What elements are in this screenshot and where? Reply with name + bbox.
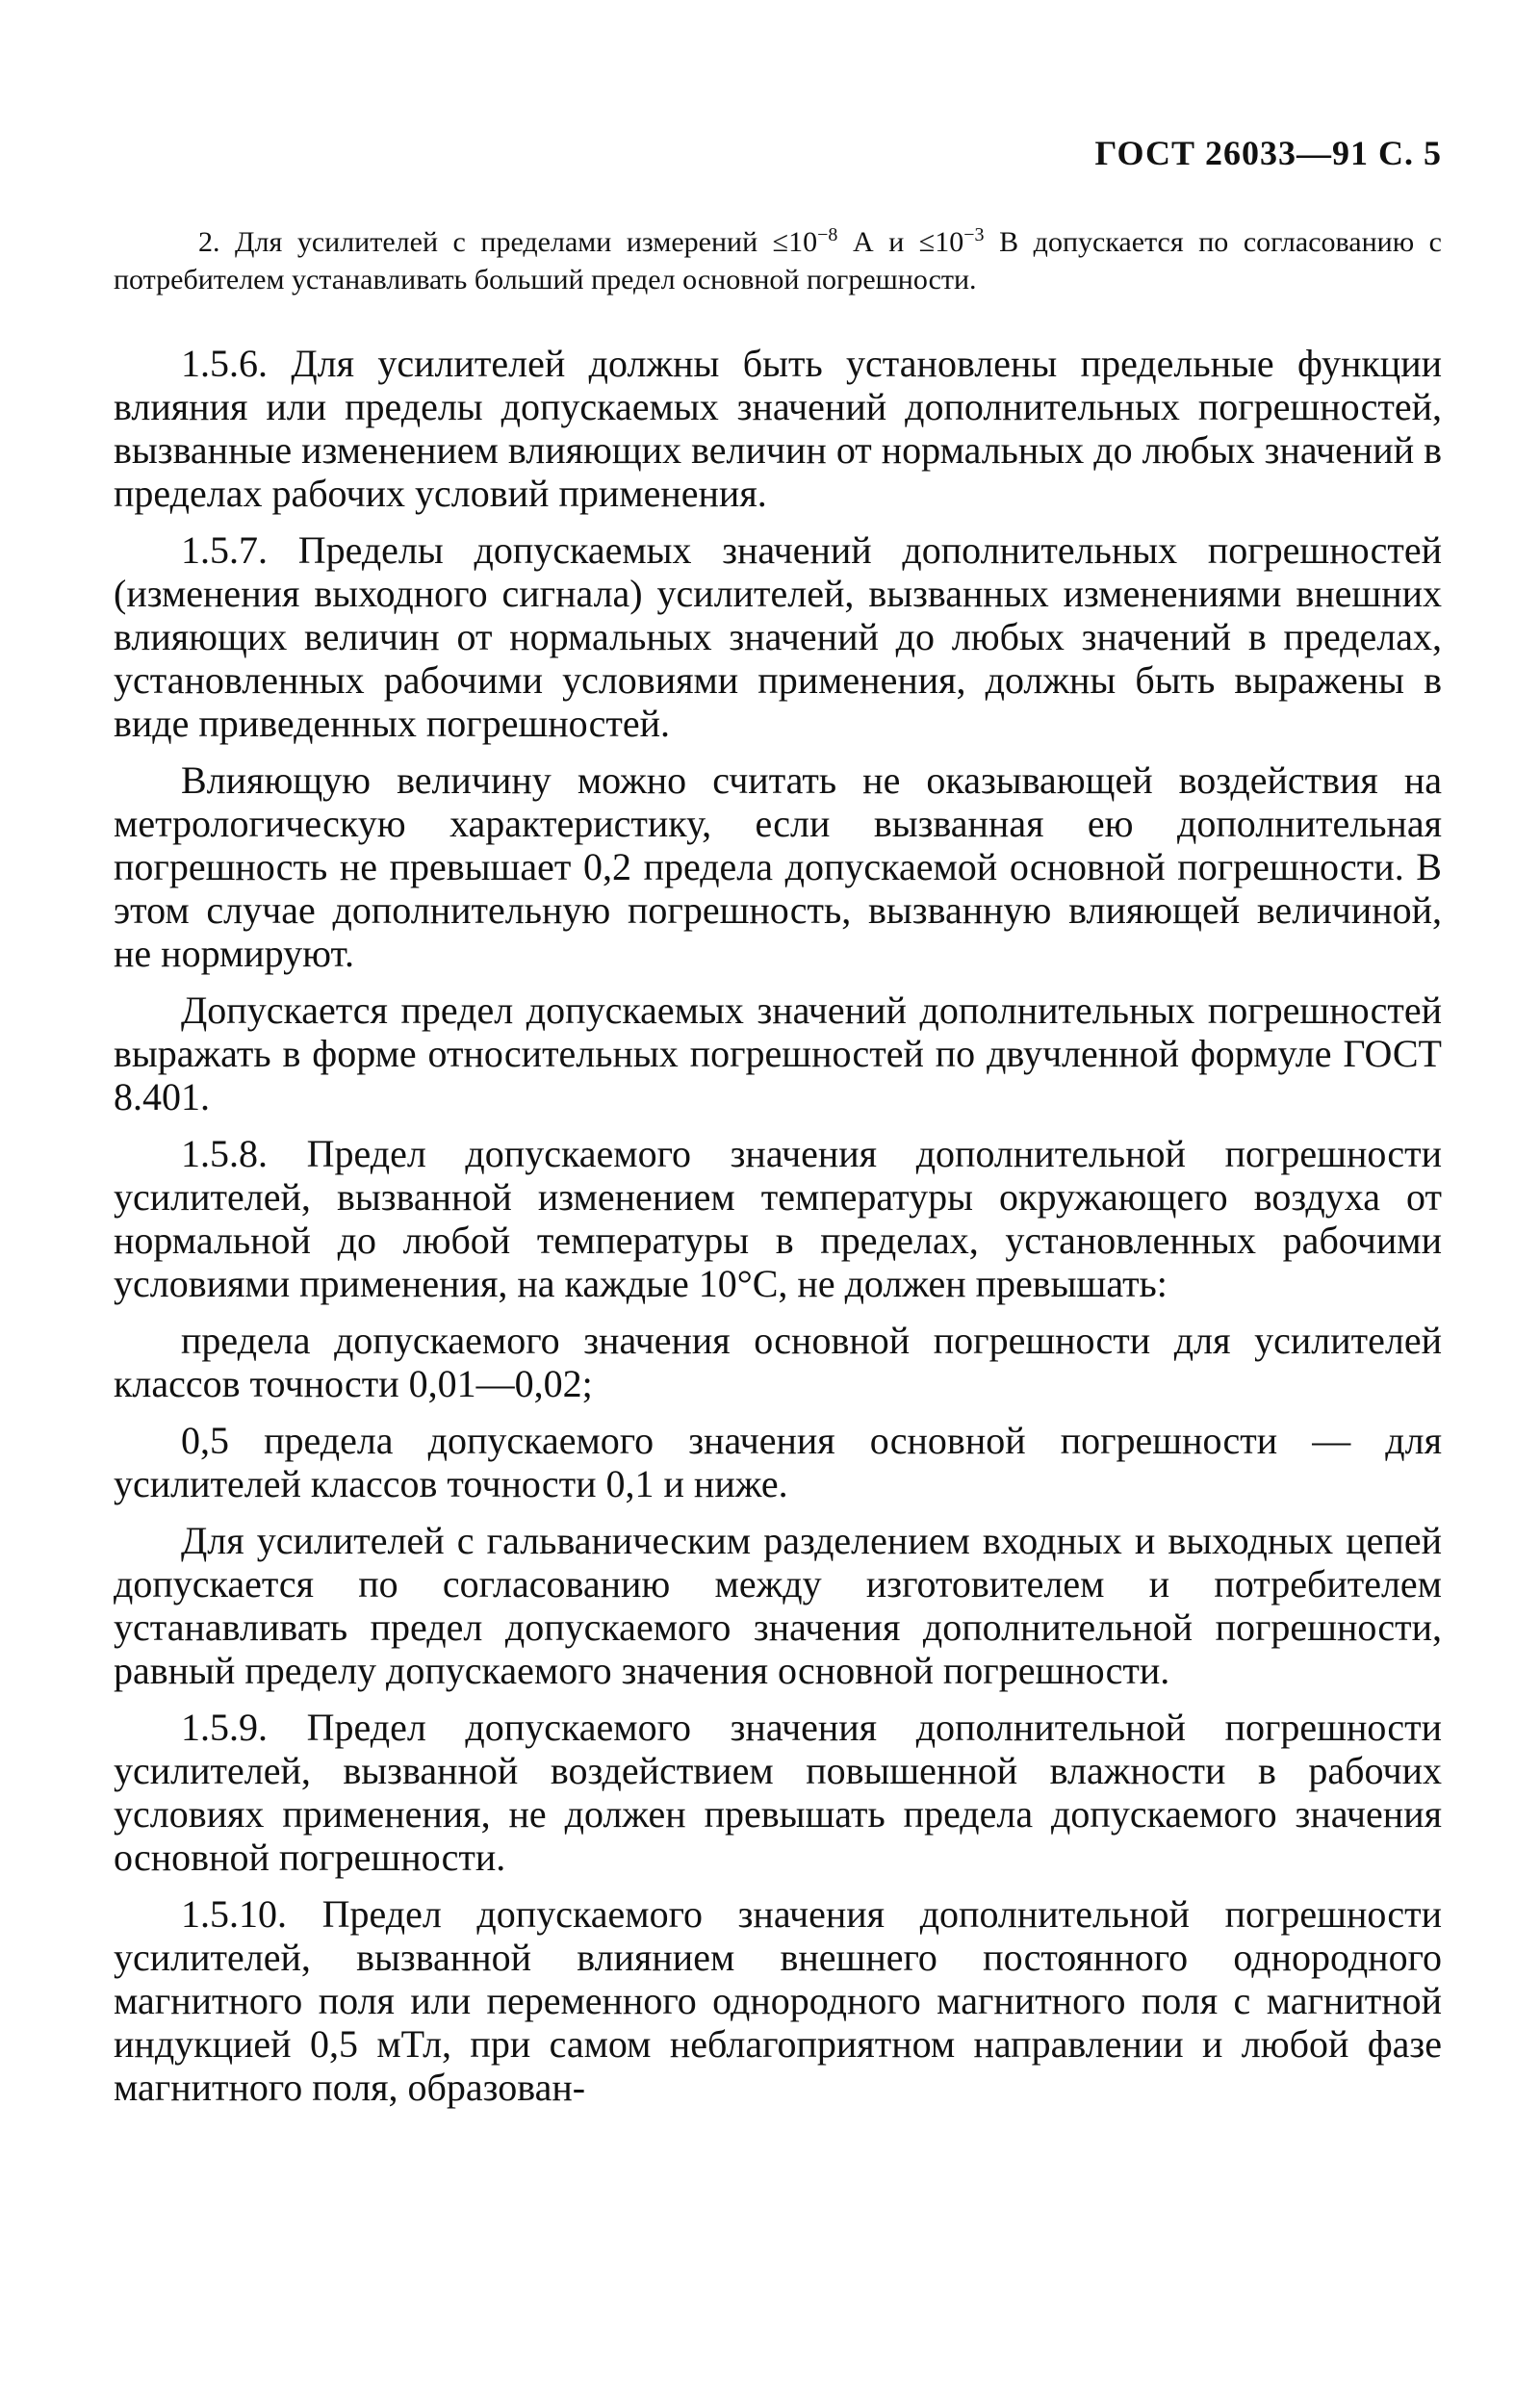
- footnote-2: [114, 223, 1442, 298]
- paragraph-1-5-6: 1.5.6. Для усилителей должны быть установлены предельные функции влияния или пределы допускаемых значений дополнительных погрешностей, вызванные изменением влияющих величин от нормальных до любых значений в пределах рабочих условий применения.: [114, 342, 1442, 515]
- paragraph-influence: Влияющую величину можно считать не оказывающей воздействия на метрологическую характеристику, если вызванная ею дополнительная погрешность не превышает 0,2 предела допускаемой основной погрешности. В этом случае дополнительную погрешность, вызванную влияющей величиной, не нормируют.: [114, 758, 1442, 975]
- note-exponent-1: −8: [817, 224, 838, 245]
- list-item-classes-001-002: предела допускаемого значения основной погрешности для усилителей классов точности 0,01—0,02;: [114, 1319, 1442, 1405]
- note-text-1: 2. Для усилителей с пределами измерений ≤10: [198, 226, 818, 258]
- list-item-classes-01: 0,5 предела допускаемого значения основной погрешности — для усилителей классов точности 0,1 и ниже.: [114, 1419, 1442, 1505]
- paragraph-galvanic: Для усилителей с гальваническим разделением входных и выходных цепей допускается по согласованию между изготовителем и потребителем устанавливать предел допускаемого значения дополнительной погрешности, равный пределу допускаемого значения основной погрешности.: [114, 1519, 1442, 1692]
- paragraph-1-5-8: 1.5.8. Предел допускаемого значения дополнительной погрешности усилителей, вызванной изменением температуры окружающего воздуха от нормальной до любой температуры в пределах, установленных рабочими условиями применения, на каждые 10°С, не должен превышать:: [114, 1132, 1442, 1305]
- note-text-2: А и ≤10: [837, 226, 964, 258]
- paragraph-relative-errors: Допускается предел допускаемых значений дополнительных погрешностей выражать в форме относительных погрешностей по двучленной формуле ГОСТ 8.401.: [114, 989, 1442, 1118]
- body-text: [114, 342, 1442, 2122]
- paragraph-1-5-10: 1.5.10. Предел допускаемого значения дополнительной погрешности усилителей, вызванной влиянием внешнего постоянного однородного магнитного поля или переменного однородного магнитного поля с магнитной индукцией 0,5 мТл, при самом неблагоприятном направлении и любой фазе магнитного поля, образован-: [114, 1892, 1442, 2109]
- paragraph-1-5-9: 1.5.9. Предел допускаемого значения дополнительной погрешности усилителей, вызванной воздействием повышенной влажности в рабочих условиях применения, не должен превышать предела допускаемого значения основной погрешности.: [114, 1706, 1442, 1879]
- note-text-3: В допускается по согласованию с потребителем устанавливать больший предел основной погрешности.: [114, 226, 1442, 295]
- running-head: ГОСТ 26033—91 С. 5: [1094, 134, 1442, 172]
- paragraph-1-5-7: 1.5.7. Пределы допускаемых значений дополнительных погрешностей (изменения выходного сигнала) усилителей, вызванных изменениями внешних влияющих величин от нормальных значений до любых значений в пределах, установленных рабочими условиями применения, должны быть выражены в виде приведенных погрешностей.: [114, 528, 1442, 745]
- document-page: [114, 0, 1442, 2389]
- note-exponent-2: −3: [963, 224, 985, 245]
